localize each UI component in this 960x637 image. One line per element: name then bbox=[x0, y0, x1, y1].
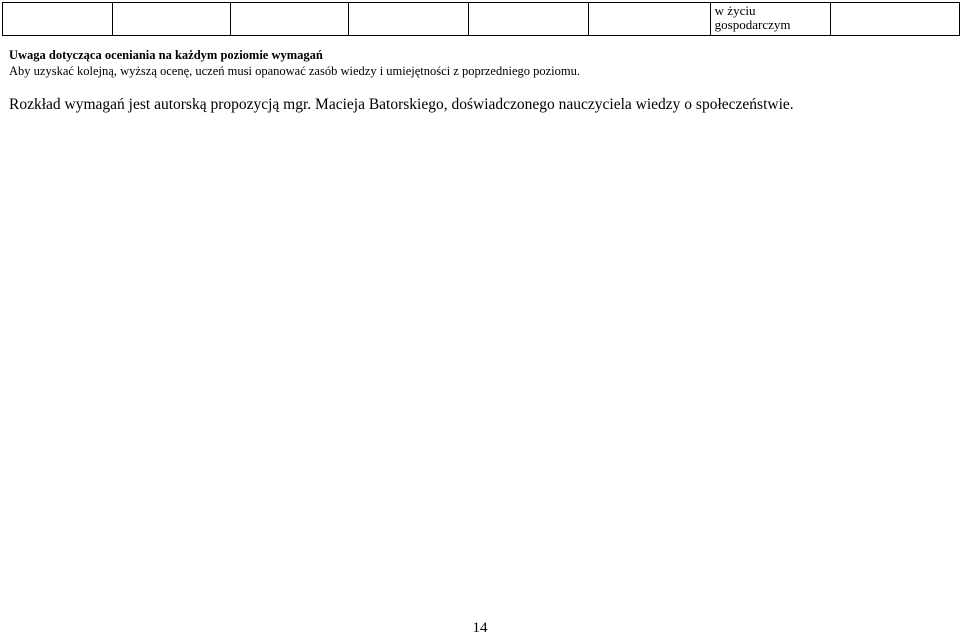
table-cell bbox=[112, 3, 230, 36]
table-cell-topic: w życiu gospodarczym bbox=[710, 3, 831, 36]
table-cell bbox=[588, 3, 710, 36]
grading-note-title: Uwaga dotycząca oceniania na każdym poziomie wymagań bbox=[9, 48, 323, 62]
page-number: 14 bbox=[472, 620, 488, 636]
table-cell bbox=[468, 3, 588, 36]
authorship-statement: Rozkład wymagań jest autorską propozycją mgr. Macieja Batorskiego, doświadczonego nauczyciela wiedzy o społeczeństwie. bbox=[9, 96, 794, 113]
grading-note-body: Aby uzyskać kolejną, wyższą ocenę, uczeń musi opanować zasób wiedzy i umiejętności z poprzedniego poziomu. bbox=[9, 64, 580, 78]
table-cell bbox=[3, 3, 113, 36]
table-row bbox=[3, 3, 960, 36]
table-cell bbox=[831, 3, 960, 36]
grade-requirements-table bbox=[2, 2, 960, 36]
table-cell bbox=[230, 3, 348, 36]
table-cell bbox=[349, 3, 469, 36]
